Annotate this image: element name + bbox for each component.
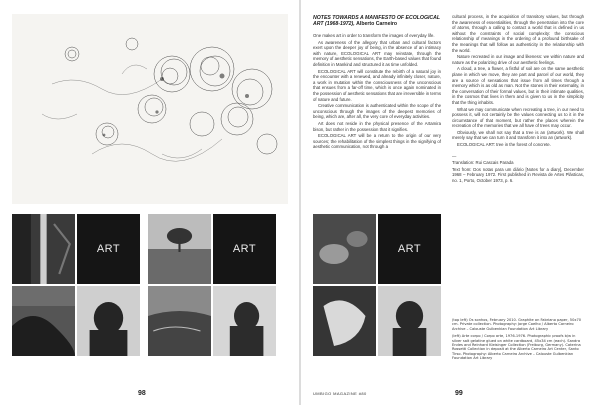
art-label-3: ART [397,243,422,256]
page-number-left: 98 [138,390,146,397]
article-header [313,15,441,28]
caption-left: (left) Arte corpo / Corpo arte, 1976-1976. Photographic proofs b/w in silver salt gelatine glued on white cardboard, 45x34 cm (each). Sandra Endes and Reinhard Kleisinger Collection (Freiburg, Germany). Caterina Rossetti Collection in deposit at the Alberto Carneiro Art Center, Santo Tirso. Photography: Alberto Carneiro Archive – Calouste Gulbenkian Foundation Art Library [452,334,581,361]
photo-art-black-2 [213,214,276,284]
photo-water-field [148,286,211,356]
page-gutter [299,0,301,405]
translation-credit: Translation: Rui Cascais Parada [452,160,514,166]
text-column-b [452,14,584,252]
photo-grid-left [12,214,140,356]
photo-tree-trunk [12,214,75,284]
source-note: Text from: Dos notas para um diário [Notes for a diary], December 1968 – February 1972. First published in Revista de Artes Plásticas, no. 1, Porto, October 1973, p. 6. [452,166,584,184]
paragraph: What we may communicate when recreating a tree, in our need to possess it, will not certainly be the values connecting us to it in the circumstance of that moment, but rather the places wherein the recreation of the memories that we all have of trees may occur. [452,106,584,129]
art-label-2: ART [232,243,257,256]
photo-figure-silhouette [77,286,140,356]
photo-art-black-3 [378,214,441,284]
paragraph: ECOLOGICAL ART: tree in the forest of concrete. [457,142,551,148]
magazine-footer: UMBIGO MAGAZINE #80 [313,391,367,396]
separator: — [452,153,457,159]
caption-top-left: (top left) Os sonhos, February 2010. Graphite on Fabriano paper, 50x70 cm. Private collection. Photography: Jorge Coelho / Alberto Carneiro Archive – Calouste Gulbenkian Foundation Art Library [452,318,582,331]
title-line-2: ART (1968-1972), [313,21,355,28]
paragraph: One makes art in order to transform the images of everyday life. [313,33,435,38]
paragraph: ECOLOGICAL ART will be a return to the origin of our very sources; the rehabilitation of the simplest things in the signifying of aesthetic communication, not through a [313,133,441,150]
paragraph: Nature recreated in our image and likeness: we within nature and nature as the polarizing drive of our aesthetic feelings. [452,54,584,65]
photo-shadow-figure [213,286,276,356]
photo-grid-right [313,214,441,356]
text-column-a [313,33,441,208]
photo-bright-shape [313,286,376,356]
photo-landscape-tree [148,214,211,284]
photo-stones [313,214,376,284]
paragraph: Art does not reside in the physical presence of the Artamira bison, but rather in the possession that it signifies. [313,120,441,132]
page-number-right: 99 [455,390,463,397]
article-title [313,15,441,28]
art-label: ART [96,243,121,256]
paragraph: ECOLOGICAL ART will constitute the rebirth of a natural joy in the encounter with a renewed, and already infinitely closer, nature, a work in mutation within the consciousness of the unconscious that ensues from a far-off time, which is once again nominated in the possession of aesthetic sensations that are irreversible in terms of nature and future. [313,68,441,102]
drawing-artwork [12,14,288,204]
title-line-1: NOTES TOWARDS A MANIFESTO OF ECOLOGICAL [313,15,441,21]
article-author: Alberto Carneiro [356,21,398,28]
paragraph: A cloud, a tree, a flower, a fistful of soil are on the same aesthetic plane in which we move, they are part and parcel of our world, they are a source of sensations that issue from all times through a memory which is as old as man. Not the stones in their externality, in the conversation of their formal values, but in their intimate qualities, in the cosmos that lives in them and is given to us in the simplicity that the thing inhabits. [452,66,584,105]
paragraph: Creative communication is authenticated within the scope of the unconscious through the images of the deepest memories of being, which are, after all, the very core of everyday activities. [313,103,441,120]
image-captions [452,318,584,364]
photo-hand-silhouette [12,286,75,356]
photo-shadow-figure-2 [378,286,441,356]
paragraph: cultural process, in the acquisition of transitory values, but through the awareness of essentialities, through the penetration into the core of atoms, through a calling to contact a world that is defined in us without the constraints of social complexity: the conscious relationship of meanings in the ordering of a profound birthsake of the meanings that will follow as authenticity in the relationship with the world. [452,14,584,53]
paragraph: As awareness of the allegory that urban and cultural factors exert upon the deeper joy of being, in the absence of an intimacy with nature, ECOLOGICAL ART may reinstate, through the memory of aesthetic sensations, the Earth-based values that found definition in Mankind and structured it as time unfolded. [313,39,441,67]
photo-art-black [77,214,140,284]
photo-grid-middle [148,214,276,356]
paragraph: Obviously, we shall not say that a tree is an (artwork). We shall merely say that we can turn it and transform it into an (artwork). [452,129,584,141]
